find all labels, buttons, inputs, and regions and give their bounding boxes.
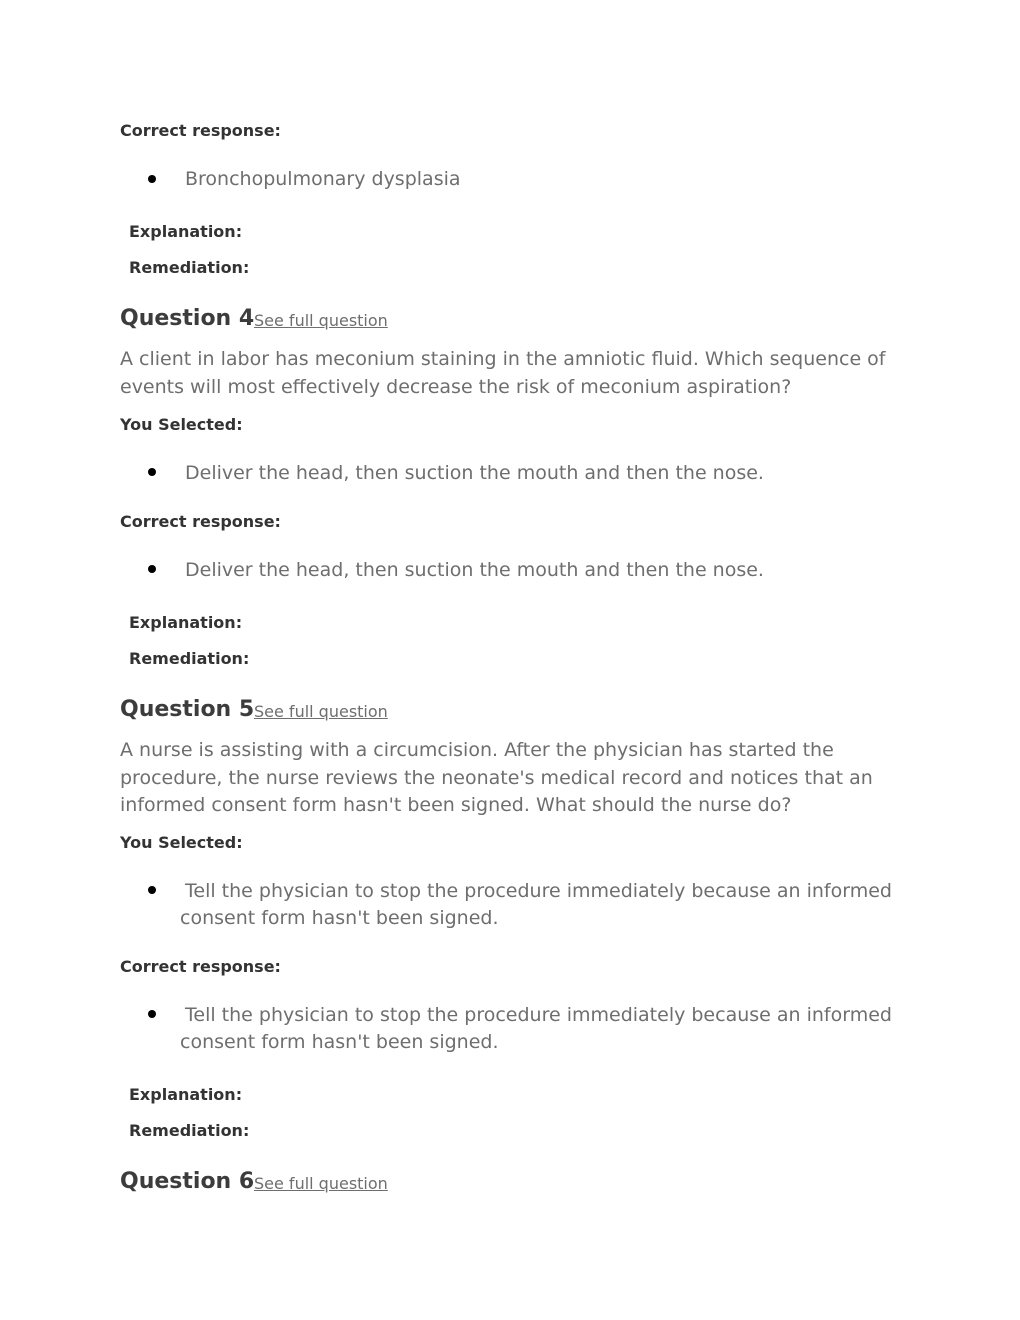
- question-4-text: A client in labor has meconium staining in the amniotic fluid. Which sequence of events will most effectively decrease the risk of meconium aspiration?: [120, 348, 886, 398]
- correct-answer: [180, 557, 900, 584]
- correct-response-label: Correct response:: [120, 121, 281, 140]
- see-full-question-link-6[interactable]: See full question: [254, 1174, 388, 1193]
- explanation-label: Explanation:: [129, 1085, 243, 1104]
- see-full-question-link-5[interactable]: See full question: [254, 702, 388, 721]
- selected-answer: [180, 460, 900, 487]
- question-5-text: A nurse is assisting with a circumcision. After the physician has started the procedure, the nurse reviews the neonate's medical record and notices that an informed consent form hasn't been signed. What should the nurse do?: [120, 739, 873, 816]
- question-4-title: Question 4: [120, 306, 255, 331]
- selected-answer: [180, 878, 900, 932]
- bullet-icon: [148, 1010, 156, 1018]
- correct-answer-text: Bronchopulmonary dysplasia: [185, 168, 461, 190]
- correct-response-label: Correct response:: [120, 957, 281, 976]
- remediation-label: Remediation:: [129, 649, 250, 668]
- selected-answer-text: Tell the physician to stop the procedure immediately because an informed consent form hasn't been signed.: [180, 880, 892, 929]
- correct-response-label: Correct response:: [120, 512, 281, 531]
- remediation-label: Remediation:: [129, 258, 250, 277]
- bullet-icon: [148, 468, 156, 476]
- bullet-icon: [148, 175, 156, 183]
- question-6-title: Question 6: [120, 1169, 255, 1194]
- question-5-title: Question 5: [120, 697, 255, 722]
- you-selected-label: You Selected:: [120, 415, 243, 434]
- you-selected-label: You Selected:: [120, 833, 243, 852]
- see-full-question-link-4[interactable]: See full question: [254, 311, 388, 330]
- correct-answer-text: Tell the physician to stop the procedure immediately because an informed consent form hasn't been signed.: [180, 1004, 892, 1053]
- explanation-label: Explanation:: [129, 613, 243, 632]
- bullet-icon: [148, 886, 156, 894]
- selected-answer-text: Deliver the head, then suction the mouth and then the nose.: [185, 462, 764, 484]
- remediation-label: Remediation:: [129, 1121, 250, 1140]
- correct-answer: [180, 166, 900, 193]
- correct-answer-text: Deliver the head, then suction the mouth and then the nose.: [185, 559, 764, 581]
- correct-answer: [180, 1002, 900, 1056]
- explanation-label: Explanation:: [129, 222, 243, 241]
- bullet-icon: [148, 565, 156, 573]
